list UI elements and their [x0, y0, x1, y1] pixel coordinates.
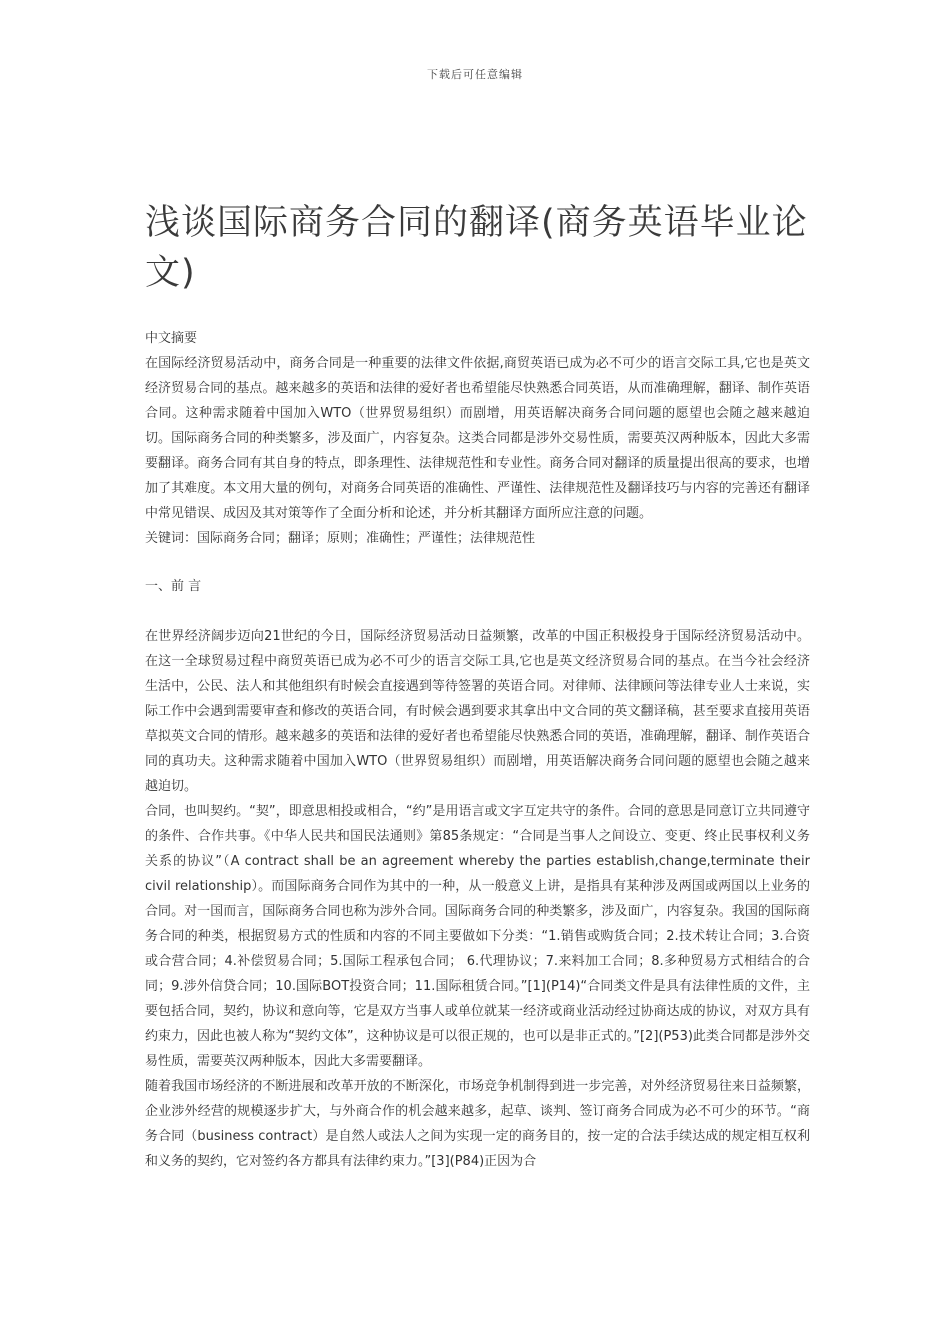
- paragraph: 随着我国市场经济的不断进展和改革开放的不断深化，市场竞争机制得到进一步完善，对外经济贸易往来日益频繁，企业涉外经营的规模逐步扩大，与外商合作的机会越来越多，起草、谈判、签订商务合同成为必不可少的环节。“商务合同（business contract）是自然人或法人之间为实现一定的商务目的，按一定的合法手续达成的规定相互权利和义务的契约，它对签约各方都具有法律约束力。”[3](P84)正因为合: [145, 1079, 810, 1169]
- document-title: 浅谈国际商务合同的翻译(商务英语毕业论文): [145, 203, 808, 293]
- paragraph: 合同，也叫契约。“契”，即意思相投或相合，“约”是用语言或文字互定共守的条件。合同的意思是同意订立共同遵守的条件、合作共事。《中华人民共和国民法通则》第85条规定：“合同是当事人之间设立、变更、终止民事权利义务关系的协议”（A contract shall be an agreement whereby the parties establish,change,terminate their civil relationship）。而国际商务合同作为其中的一种，从一般意义上讲，是指具有某种涉及两国或两国以上业务的合同。对一国而言，国际商务合同也称为涉外合同。国际商务合同的种类繁多，涉及面广，内容复杂。我国的国际商务合同的种类，根据贸易方式的性质和内容的不同主要做如下分类：“1.销售或购货合同；2.技术转让合同；3.合资或合营合同；4.补偿贸易合同；5.国际工程承包合同； 6.代理协议；7.来料加工合同；8.多种贸易方式相结合的合同；9.涉外信贷合同；10.国际BOT投资合同；11.国际租赁合同。”[1](P14)“合同类文件是具有法律性质的文件，主要包括合同，契约，协议和意向等，它是双方当事人或单位就某一经济或商业活动经过协商达成的协议，对双方具有约束力，因此也被人称为“契约文体”，这种协议是可以很正规的，也可以是非正式的。”[2](P53)此类合同都是涉外交易性质，需要英汉两种版本，因此大多需要翻译。: [145, 804, 810, 1069]
- header-note: 下载后可任意编辑: [427, 68, 523, 81]
- abstract-heading: 中文摘要: [145, 331, 198, 346]
- document-body: [145, 198, 810, 1174]
- paragraph: 在世界经济阔步迈向21世纪的今日，国际经济贸易活动日益频繁，改革的中国正积极投身于国际经济贸易活动中。在这一全球贸易过程中商贸英语已成为必不可少的语言交际工具,它也是英文经济贸易合同的基点。在当今社会经济生活中，公民、法人和其他组织有时候会直接遇到等待签署的英语合同。对律师、法律顾问等法律专业人士来说，实际工作中会遇到需要审查和修改的英语合同，有时候会遇到要求其拿出中文合同的英文翻译稿，甚至要求直接用英语草拟英文合同的情形。越来越多的英语和法律的爱好者也希望能尽快熟悉合同的英语，准确理解，翻译、制作英语合同的真功夫。这种需求随着中国加入WTO（世界贸易组织）而剧增，用英语解决商务合同问题的愿望也会随之越来越迫切。: [145, 629, 810, 794]
- keywords: 关键词：国际商务合同；翻译；原则；准确性；严谨性；法律规范性: [145, 531, 536, 546]
- spacer: [145, 551, 810, 574]
- section-heading: 一、前 言: [145, 579, 202, 594]
- abstract-body: 在国际经济贸易活动中，商务合同是一种重要的法律文件依据,商贸英语已成为必不可少的语言交际工具,它也是英文经济贸易合同的基点。越来越多的英语和法律的爱好者也希望能尽快熟悉合同英语，从而准确理解，翻译、制作英语合同。这种需求随着中国加入WTO（世界贸易组织）而剧增，用英语解决商务合同问题的愿望也会随之越来越迫切。国际商务合同的种类繁多，涉及面广，内容复杂。这类合同都是涉外交易性质，需要英汉两种版本，因此大多需要翻译。商务合同有其自身的特点，即条理性、法律规范性和专业性。商务合同对翻译的质量提出很高的要求，也增加了其难度。本文用大量的例句，对商务合同英语的准确性、严谨性、法律规范性及翻译技巧与内容的完善还有翻译中常见错误、成因及其对策等作了全面分析和论述，并分析其翻译方面所应注意的问题。: [145, 356, 810, 521]
- spacer: [145, 599, 810, 624]
